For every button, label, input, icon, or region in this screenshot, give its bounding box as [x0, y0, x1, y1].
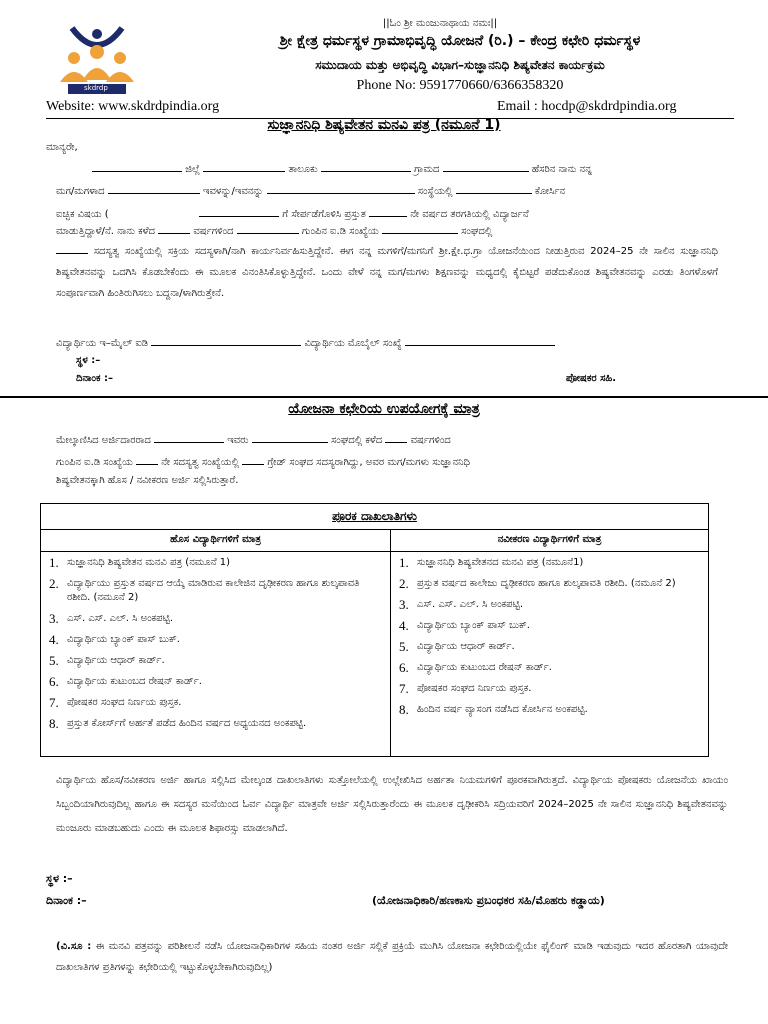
list-item: 4. ವಿದ್ಯಾರ್ಥಿಯ ಬ್ಯಾಂಕ್ ಪಾಸ್ ಬುಕ್. — [49, 632, 180, 647]
list-item: 1. ಸುಜ್ಞಾನನಿಧಿ ಶಿಷ್ಯವೇತನ ಮನವಿ ಪತ್ರ (ನಮೂನೆ 1) — [49, 555, 231, 570]
office-use-title: ಯೋಜನಾ ಕಛೇರಿಯ ಉಪಯೋಗಕ್ಕೆ ಮಾತ್ರ — [288, 401, 480, 417]
list-item: 7. ಪೋಷಕರ ಸಂಘದ ನಿರ್ಣಯ ಪುಸ್ತಕ. — [49, 695, 182, 710]
years-field[interactable] — [158, 224, 190, 234]
course-field[interactable] — [456, 184, 532, 194]
list-item: 3. ಎಸ್. ಎಸ್. ಎಲ್. ಸಿ ಅಂಕಪಟ್ಟಿ. — [49, 611, 173, 626]
institution-field[interactable] — [267, 184, 415, 194]
section-divider — [0, 396, 768, 398]
list-item: 5. ವಿದ್ಯಾರ್ಥಿಯ ಆಧಾರ್ ಕಾರ್ಡ್. — [399, 639, 515, 654]
subject-field[interactable] — [199, 207, 279, 217]
student-mobile-field[interactable] — [405, 336, 555, 346]
parent-name-field[interactable] — [443, 162, 529, 172]
membership-line: ಮಾಡುತ್ತಿದ್ದಾಳೆ/ನೆ. ನಾನು ಕಳೆದ ವರ್ಷಗಳಿಂದ ಗುಂಪಿನ ಐ.ಡಿ ಸಂಖ್ಯೆಯ ಸಂಘದಲ್ಲಿ — [56, 226, 493, 237]
office-line-1: ಮೇಲ್ಕಾಣಿಸಿದ ಅರ್ಜಿದಾರರಾದ ಇವರು ಸಂಘದಲ್ಲಿ ಕಳೆದ ವರ್ಷಗಳಿಂದ — [56, 435, 451, 446]
list-item: 8. ಪ್ರಸ್ತುತ ಕೋರ್ಸ್‌ಗೆ ಅರ್ಹತೆ ಪಡೆದ ಹಿಂದಿನ ವರ್ಷದ ಅಧ್ಯಯನದ ಅಂಕಪಟ್ಟಿ. — [49, 716, 307, 731]
taluk-field[interactable] — [203, 162, 285, 172]
student-email-field[interactable] — [151, 336, 301, 346]
village-field[interactable] — [321, 162, 411, 172]
district-field[interactable] — [92, 162, 182, 172]
office-line-3: ಶಿಷ್ಯವೇತನಕ್ಕಾಗಿ ಹೊಸ / ನವೀಕರಣ ಅರ್ಜಿ ಸಲ್ಲಿಸಿರುತ್ತಾರೆ. — [56, 475, 239, 486]
documents-title: ಪೂರಕ ದಾಖಲಾತಿಗಳು — [41, 504, 708, 530]
office-line-2: ಗುಂಪಿನ ಐ.ಡಿ ಸಂಖ್ಯೆಯ ನೇ ಸದಸ್ಯತ್ವ ಸಂಖ್ಯೆಯಲ್ಲಿ ಗ್ರೇಡ್ ಸಂಘದ ಸದಸ್ಯರಾಗಿದ್ದು, ಅವರ ಮಗ/ಮಗಳು ಸುಜ್ಞಾನನಿಧಿ — [56, 457, 471, 468]
applicant-name-field[interactable] — [154, 433, 224, 443]
org-subtitle: ಸಮುದಾಯ ಮತ್ತು ಅಭಿವೃದ್ಧಿ ವಿಭಾಗ–ಸುಜ್ಞಾನನಿಧಿ ಶಿಷ್ಯವೇತನ ಕಾರ್ಯಕ್ರಮ — [315, 58, 605, 72]
contact-line: ವಿದ್ಯಾರ್ಥಿಯ ಇ–ಮೈಲ್ ಐಡಿ ವಿದ್ಯಾರ್ಥಿಯ ಮೊಬೈಲ್ ಸಂಖ್ಯೆ — [56, 336, 555, 349]
list-item: 2. ವಿದ್ಯಾರ್ಥಿಯು ಪ್ರಸ್ತುತ ವರ್ಷದ ಆಯ್ಕೆ ಮಾಡಿರುವ ಕಾಲೇಜಿನ ದೃಢೀಕರಣ ಹಾಗೂ ಶುಲ್ಕಪಾವತಿ ರಶೀದಿ. (ನಮೂನೆ 2) — [49, 576, 360, 603]
renewal-students-header: ನವೀಕರಣ ವಿದ್ಯಾರ್ಥಿಗಳಿಗೆ ಮಾತ್ರ — [391, 530, 708, 552]
officer-signature-label: (ಯೋಜನಾಧಿಕಾರಿ/ಹಣಕಾಸು ಪ್ರಬಂಧಕರ ಸಹಿ/ಮೊಹರು ಕಡ್ಡಾಯ) — [372, 894, 605, 907]
parent-signature-label: ಪೋಷಕರ ಸಹಿ. — [566, 373, 617, 384]
footnote — [56, 936, 728, 978]
org-title: ಶ್ರೀ ಕ್ಷೇತ್ರ ಧರ್ಮಸ್ಥಳ ಗ್ರಾಮಾಭಿವೃದ್ಧಿ ಯೋಜನೆ (ರಿ.) – ಕೇಂದ್ರ ಕಛೇರಿ ಧರ್ಮಸ್ಥಳ — [279, 33, 641, 49]
recommendation-text: ವಿದ್ಯಾರ್ಥಿಯ ಹೊಸ/ನವೀಕರಣ ಅರ್ಜಿ ಹಾಗೂ ಸಲ್ಲಿಸಿದ ಮೇಲ್ಕಂಡ ದಾಖಲಾತಿಗಳು ಸುತ್ತೋಲೆಯಲ್ಲಿ ಉಲ್ಲೇಖಿಸಿದ ಅರ್ಹತಾ ನಿಯಮಗಳಿಗೆ ಪೂರಕವಾಗಿರುತ್ತದೆ. ವಿದ್ಯಾರ್ಥಿಯ ಪೋಷಕರು ಯೋಜನೆಯ ಖಾಯಂ ಸಿಬ್ಬಂದಿಯಾಗಿರುವುದಿಲ್ಲ ಹಾಗೂ ಈ ಸದಸ್ಯರ ಮನೆಯಿಂದ ಓರ್ವ ವಿದ್ಯಾರ್ಥಿ ಮಾತ್ರವೇ ಅರ್ಜಿ ಸಲ್ಲಿಸಿರುತ್ತಾರೆಂದು ಈ ಮೂಲಕ ದೃಢೀಕರಿಸಿ ಸದ್ರಿಯವರಿಗೆ 2024–2025 ನೇ ಸಾಲಿನ ಸುಜ್ಞಾನನಿಧಿ ಶಿಷ್ಯವೇತನವನ್ನು ಮಂಜೂರು ಮಾಡಬಹುದು ಎಂದು ಈ ಮೂಲಕ ಶಿಫಾರಸ್ಸು ಮಾಡಲಾಗಿದೆ. — [56, 775, 728, 834]
new-students-header: ಹೊಸ ವಿದ್ಯಾರ್ಥಿಗಳಿಗೆ ಮಾತ್ರ — [41, 530, 390, 552]
list-item: 6. ವಿದ್ಯಾರ್ಥಿಯ ಕುಟುಂಬದ ರೇಷನ್ ಕಾರ್ಡ್. — [399, 660, 552, 675]
list-item: 3. ಎಸ್. ಎಸ್. ಎಲ್. ಸಿ ಅಂಕಪಟ್ಟಿ. — [399, 597, 523, 612]
supporting-documents-table — [40, 503, 709, 757]
list-item: 2. ಪ್ರಸ್ತುತ ವರ್ಷದ ಕಾಲೇಜು ದೃಢೀಕರಣ ಹಾಗೂ ಶುಲ್ಕಪಾವತಿ ರಶೀದಿ. (ನಮೂನೆ 2) — [399, 576, 676, 591]
email-link[interactable]: Email : hocdp@skdrdpindia.org — [497, 99, 677, 114]
membership-no-field[interactable] — [56, 244, 88, 254]
phone-numbers: Phone No: 9591770660/6366358320 — [356, 78, 564, 93]
list-item: 1. ಸುಜ್ಞಾನನಿಧಿ ಶಿಷ್ಯವೇತನದ ಮನವಿ ಪತ್ರ (ನಮೂನೆ1) — [399, 555, 584, 570]
office-member-no-field[interactable] — [242, 455, 264, 465]
student-name-field[interactable] — [108, 184, 200, 194]
group-id-field[interactable] — [382, 224, 458, 234]
renewal-students-list — [399, 556, 703, 724]
form-title: ಸುಜ್ಞಾನನಿಧಿ ಶಿಷ್ಯವೇತನ ಮನವಿ ಪತ್ರ (ನಮೂನೆ 1) — [267, 117, 501, 133]
years-count-field[interactable] — [237, 224, 299, 234]
subject-line: ಐಚ್ಛಿಕ ವಿಷಯ ( ಗೆ ಸೇರ್ಪಡೆಗೊಳಿಸಿ ಪ್ರಸ್ತುತ ನೇ ವರ್ಷದ ತರಗತಿಯಲ್ಲಿ ವಿದ್ಯಾರ್ಜನೆ — [56, 209, 529, 220]
date-label: ದಿನಾಂಕ :– — [76, 373, 113, 384]
sangha-years-field[interactable] — [385, 433, 407, 443]
office-place-label: ಸ್ಥಳ :– — [46, 872, 73, 885]
logo-text: skdrdp — [84, 84, 108, 92]
salutation: ಮಾನ್ಯರೇ, — [46, 142, 78, 153]
skdrdp-logo — [56, 18, 138, 96]
student-line: ಮಗ/ಮಗಳಾದ ಇವಳನ್ನು/ಇವನನ್ನು ಸಂಸ್ಥೆಯಲ್ಲಿ ಕೋರ್ಸಿನ — [56, 186, 566, 197]
list-item: 5. ವಿದ್ಯಾರ್ಥಿಯ ಆಧಾರ್ ಕಾರ್ಡ್. — [49, 653, 165, 668]
place-label: ಸ್ಥಳ :– — [76, 355, 101, 366]
note-prefix: (ವಿ.ಸೂ : — [56, 941, 92, 952]
list-item: 7. ಪೋಷಕರ ಸಂಘದ ನಿರ್ಣಯ ಪುಸ್ತಕ. — [399, 681, 532, 696]
note-text: ಈ ಮನವಿ ಪತ್ರವನ್ನು ಪರಿಶೀಲನೆ ನಡೆಸಿ ಯೋಜನಾಧಿಕಾರಿಗಳ ಸಹಿಯ ನಂತರ ಅರ್ಜಿ ಸಲ್ಲಿಕೆ ಪ್ರಕ್ರಿಯೆ ಮುಗಿಸಿ ಯೋಜನಾ ಕಛೇರಿಯಲ್ಲಿಯೇ ಫೈಲಿಂಗ್ ಮಾಡಿ ಇಡುವುದು ಇದರ ಹೊರತಾಗಿ ಯಾವುದೇ ದಾಖಲಾತಿಗಳ ಪ್ರತಿಗಳನ್ನು ಕಛೇರಿಯಲ್ಲಿ ಇಟ್ಟುಕೊಳ್ಳಬೇಕಾಗಿರುವುದಿಲ್ಲ) — [56, 941, 728, 973]
list-item: 4. ವಿದ್ಯಾರ್ಥಿಯ ಬ್ಯಾಂಕ್ ಪಾಸ್ ಬುಕ್. — [399, 618, 530, 633]
sangha-name-field[interactable] — [252, 433, 328, 443]
year-field[interactable] — [369, 207, 407, 217]
application-body: ಸದಸ್ಯತ್ವ ಸಂಖ್ಯೆಯಲ್ಲಿ ಸಕ್ರಿಯ ಸದಸ್ಯಳಾಗಿ/ನಾಗಿ ಕಾರ್ಯನಿರ್ವಹಿಸುತ್ತಿದ್ದೇನೆ. ಈಗ ನನ್ನ ಮಗಳಿಗೆ/ಮಗನಿಗೆ ಶ್ರೀ.ಕ್ಷೇ.ಧ.ಗ್ರಾ ಯೋಜನೆಯಿಂದ ನೀಡುತ್ತಿರುವ 2024–25 ನೇ ಸಾಲಿನ ಸುಜ್ಞಾನನಿಧಿ ಶಿಷ್ಯವೇತನವನ್ನು ಒದಗಿಸಿ ಕೊಡಬೇಕೆಂದು ಈ ಮೂಲಕ ವಿನಂತಿಸಿಕೊಳ್ಳುತ್ತಿದ್ದೇನೆ. ಒಂದು ವೇಳೆ ನನ್ನ ಮಗ/ಮಗಳು ಶಿಕ್ಷಣವನ್ನು ಮಧ್ಯದಲ್ಲಿ ಕೈಬಿಟ್ಟರೆ ಪಡೆದುಕೊಂಡ ಶಿಷ್ಯವೇತನವನ್ನು ಎರಡು ತಿಂಗಳೊಳಗೆ ಸಂಪೂರ್ಣವಾಗಿ ಹಿಂತಿರುಗಿಸಲು ಬದ್ದನಾ/ಳಾಗಿರುತ್ತೇನೆ. — [56, 246, 719, 299]
office-group-id-field[interactable] — [136, 455, 158, 465]
list-item: 8. ಹಿಂದಿನ ವರ್ಷ ವ್ಯಾಸಂಗ ನಡೆಸಿದ ಕೋರ್ಸಿನ ಅಂಕಪಟ್ಟಿ. — [399, 702, 588, 717]
address-line: ಜಿಲ್ಲೆ ತಾಲೂಕು ಗ್ರಾಮದ ಹೆಸರಿನ ನಾನು ನನ್ನ — [92, 162, 592, 175]
office-date-label: ದಿನಾಂಕ :– — [46, 894, 87, 907]
new-students-list — [49, 556, 383, 738]
invocation: ||ಓಂ ಶ್ರೀ ಮಂಜುನಾಥಾಯ ನಮಃ|| — [382, 18, 498, 29]
website-link[interactable]: Website: www.skdrdpindia.org — [46, 99, 220, 114]
list-item: 6. ವಿದ್ಯಾರ್ಥಿಯ ಕುಟುಂಬದ ರೇಷನ್ ಕಾರ್ಡ್. — [49, 674, 202, 689]
column-divider — [390, 530, 391, 757]
